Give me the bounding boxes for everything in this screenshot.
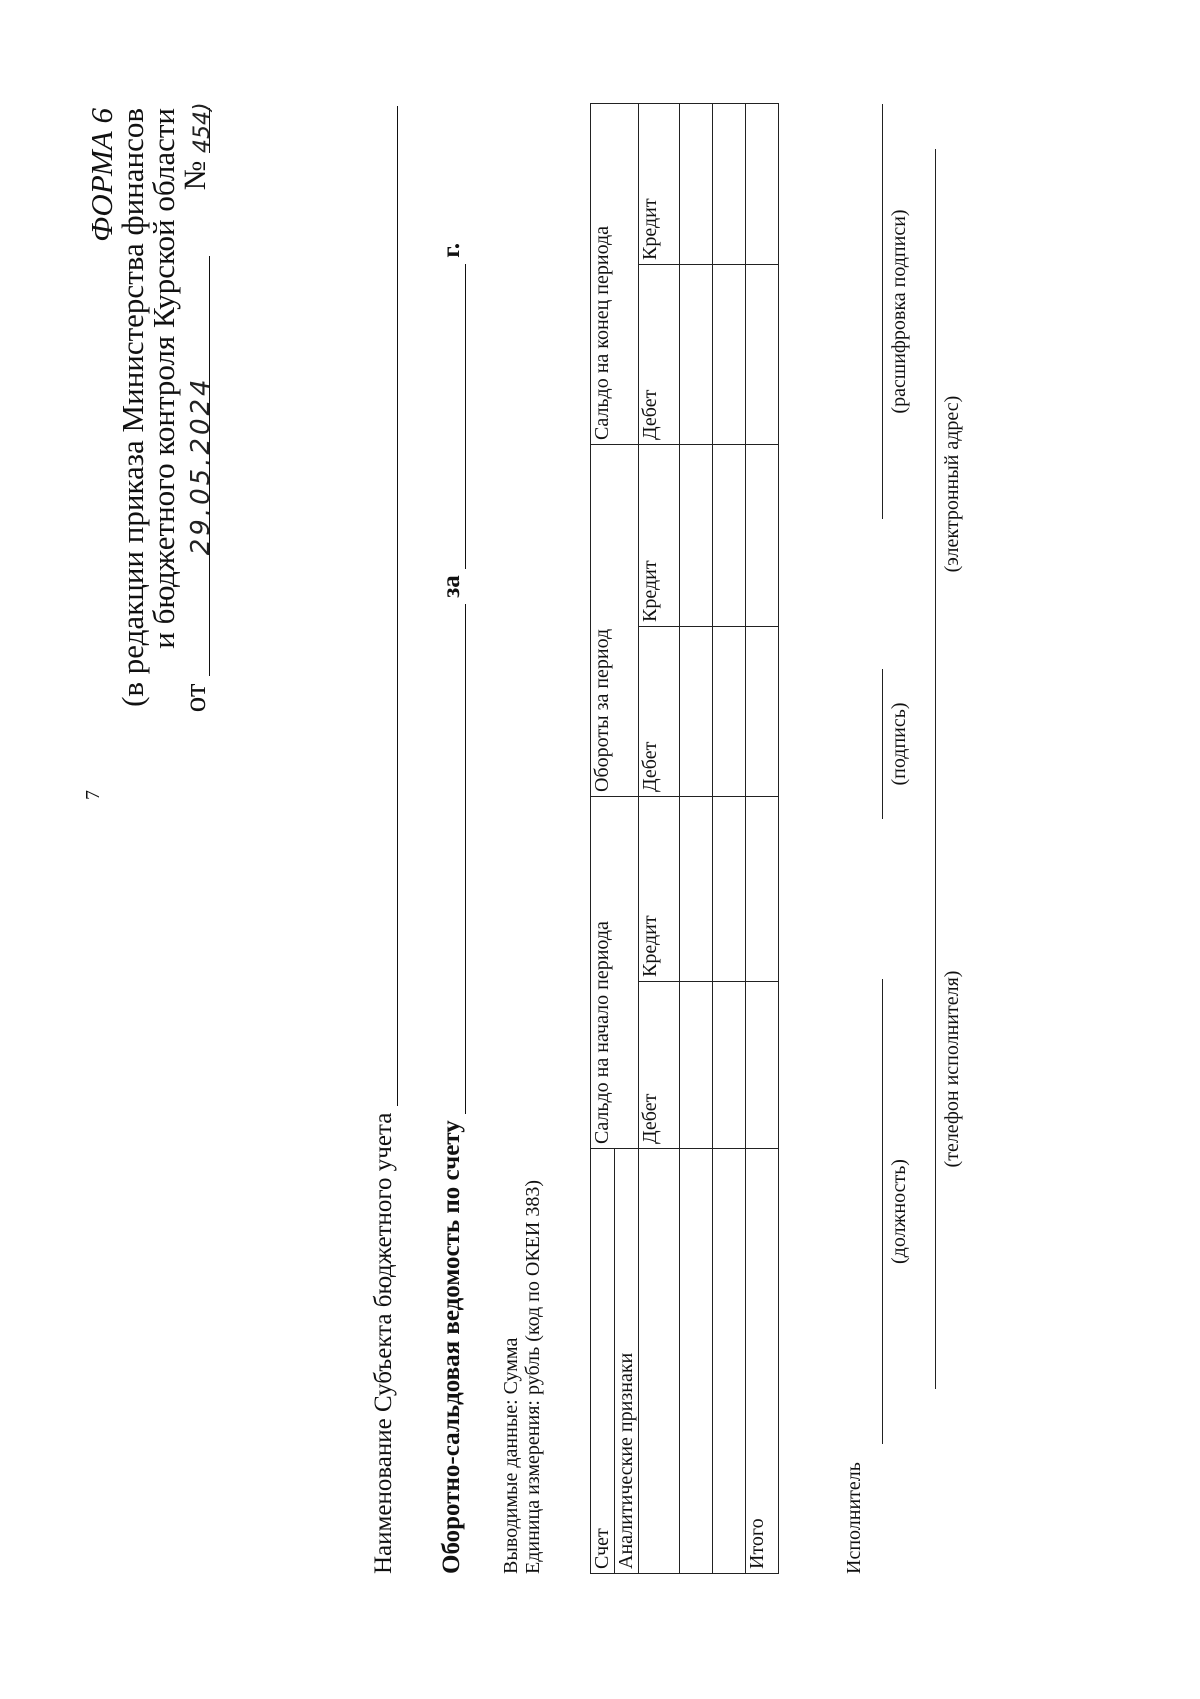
table-cell[interactable] (713, 103, 746, 264)
group-turnover-label: Обороты за период (591, 628, 613, 792)
table-row (713, 103, 746, 1573)
subject-name-field[interactable] (371, 106, 398, 1106)
year-suffix: г. (438, 242, 465, 258)
group-opening-label: Сальдо на начало периода (591, 921, 613, 1144)
table-cell[interactable] (713, 264, 746, 444)
period-field[interactable] (439, 264, 466, 569)
form-title: ФОРМА 6 (84, 108, 119, 242)
executor-label: Исполнитель (843, 1462, 865, 1574)
statement-title: Оборотно-сальдовая ведомость по счету (438, 1120, 465, 1574)
statement-row (438, 243, 466, 1574)
date-field[interactable] (183, 256, 216, 676)
turnover-debit: Дебет (639, 626, 680, 796)
order-line-1: (в редакции приказа Министерства финансов (115, 108, 150, 707)
table-cell[interactable] (680, 796, 713, 981)
table-cell[interactable] (680, 444, 713, 626)
total-row (746, 103, 779, 1573)
subject-row (370, 106, 398, 1574)
turnover-credit: Кредит (639, 444, 680, 626)
signature-line[interactable] (882, 669, 883, 819)
unit-label: Единица измерения: рубль (код по ОКЕИ 383) (522, 1180, 544, 1574)
header-blank (639, 1148, 680, 1573)
table-cell[interactable] (680, 103, 713, 264)
table-cell[interactable] (746, 626, 779, 796)
group-turnover (591, 444, 639, 796)
opening-debit: Дебет (639, 981, 680, 1148)
table-cell[interactable] (746, 981, 779, 1148)
order-line-2: и бюджетного контроля Курской области (146, 108, 181, 649)
decoding-caption: (расшифровка подписи) (888, 209, 910, 414)
table-cell[interactable] (713, 626, 746, 796)
decoding-line[interactable] (882, 104, 883, 519)
number-handwritten: 454) (190, 102, 215, 153)
form-header (84, 102, 216, 713)
signature-caption: (подпись) (888, 702, 910, 786)
table-cell[interactable] (680, 264, 713, 444)
table-cell[interactable] (713, 444, 746, 626)
date-handwritten: 29.05.2024 (186, 376, 216, 556)
phone-caption: (телефон исполнителя) (941, 970, 963, 1168)
table-cell[interactable] (746, 444, 779, 626)
page-number: 7 (82, 790, 104, 800)
email-caption: (электронный адрес) (941, 395, 963, 573)
position-caption: (должность) (888, 1159, 910, 1264)
group-closing (591, 103, 639, 444)
table-cell[interactable] (746, 264, 779, 444)
col-analytics: Аналитические признаки (615, 1148, 639, 1573)
number-prefix: № (177, 160, 212, 191)
position-line[interactable] (882, 979, 883, 1444)
group-opening (591, 796, 639, 1148)
table-cell[interactable] (680, 1148, 713, 1573)
table-cell[interactable] (680, 981, 713, 1148)
statement-for-label: за (438, 575, 465, 598)
phone-line[interactable] (935, 749, 936, 1389)
table-cell[interactable] (746, 103, 779, 264)
total-label: Итого (746, 1148, 779, 1573)
email-line[interactable] (935, 149, 936, 819)
order-date-line (177, 102, 216, 713)
number-field[interactable] (183, 102, 215, 153)
table-cell[interactable] (746, 796, 779, 981)
report-params (500, 1180, 544, 1574)
opening-credit: Кредит (639, 796, 680, 981)
table-cell[interactable] (713, 981, 746, 1148)
date-prefix: от (177, 683, 212, 713)
account-field[interactable] (439, 604, 466, 1114)
group-closing-label: Сальдо на конец периода (591, 225, 613, 440)
output-data-label: Выводимые данные: Сумма (500, 1337, 522, 1574)
table-cell[interactable] (713, 796, 746, 981)
col-account: Счет (591, 1148, 615, 1573)
subject-label: Наименование Субъекта бюджетного учета (370, 1112, 397, 1574)
table-cell[interactable] (680, 626, 713, 796)
closing-debit: Дебет (639, 264, 680, 444)
closing-credit: Кредит (639, 103, 680, 264)
table-cell[interactable] (713, 1148, 746, 1573)
turnover-table (590, 103, 779, 1574)
table-row (680, 103, 713, 1573)
